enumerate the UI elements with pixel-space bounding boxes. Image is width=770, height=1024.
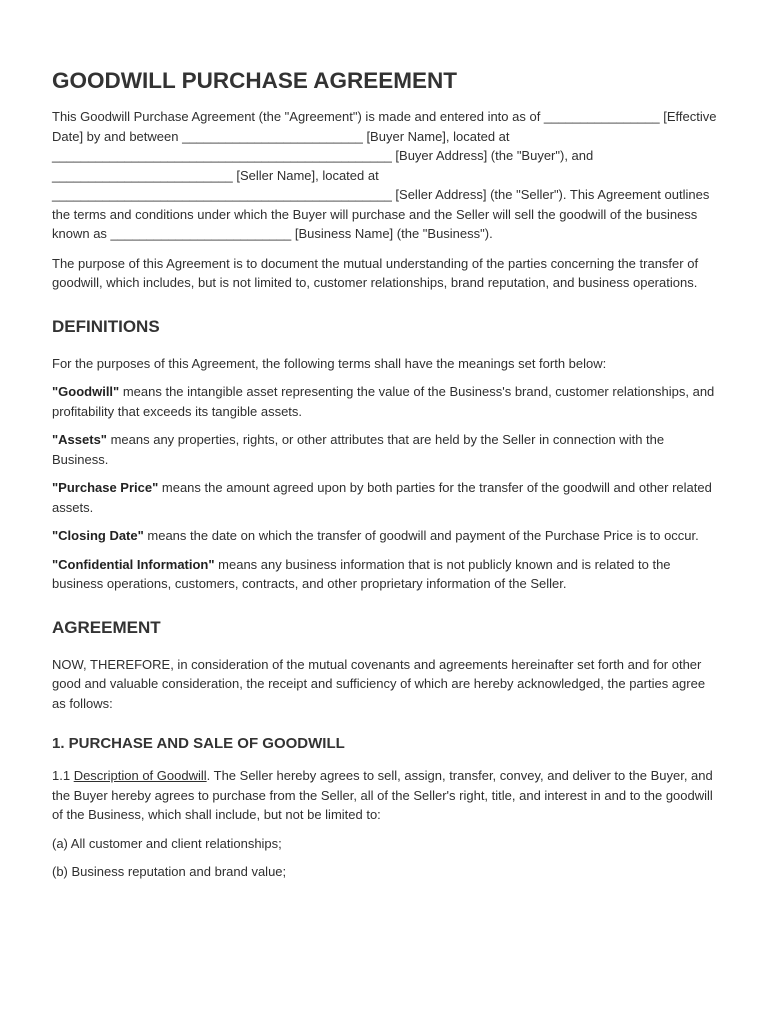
definition-closing-date (52, 526, 720, 546)
agreement-heading: AGREEMENT (52, 617, 161, 637)
clause-text: . The Seller hereby agrees to sell, assign, transfer, convey, and deliver to the Buyer, and the Buyer hereby agrees to purchase from the Seller, all of the Seller's right, title, and interest in and to the goodwill of the Business, which shall include, but not be limited to: (52, 768, 713, 822)
clause-number: 1.1 (52, 768, 74, 783)
definition-text: means any business information that is not publicly known and is related to the business operations, customers, contracts, and other proprietary information of the Seller. (52, 556, 671, 591)
list-item-b: (b) Business reputation and brand value; (52, 864, 287, 879)
definition-confidential-information (52, 555, 720, 594)
clause-title: Description of Goodwill (73, 768, 207, 783)
definition-purchase-price (52, 478, 720, 517)
document-title: GOODWILL PURCHASE AGREEMENT (52, 68, 458, 93)
definition-term: "Purchase Price" (52, 480, 159, 495)
definition-term: "Confidential Information" (52, 556, 215, 572)
section-1-heading: 1. PURCHASE AND SALE OF GOODWILL (52, 735, 345, 752)
definitions-intro: For the purposes of this Agreement, the following terms shall have the meanings set forth below: (52, 355, 607, 371)
definition-goodwill (52, 382, 720, 421)
definition-text: means the amount agreed upon by both parties for the transfer of the goodwill and other related assets. (52, 480, 712, 515)
definition-text: means any properties, rights, or other attributes that are held by the Seller in connection with the Business. (52, 432, 665, 467)
clause-1-1 (52, 766, 720, 825)
document-page (52, 68, 720, 891)
definition-term: "Assets" (52, 432, 107, 447)
list-item-a: (a) All customer and client relationships; (52, 835, 282, 851)
definition-text: means the date on which the transfer of goodwill and payment of the Purchase Price is to occur. (143, 528, 699, 543)
definition-assets (52, 430, 720, 469)
purpose-paragraph: The purpose of this Agreement is to document the mutual understanding of the parties concerning the transfer of goodwill, which includes, but is not limited to, customer relationships, brand reputation, and business operations. (52, 255, 699, 290)
definition-term: "Goodwill" (52, 384, 120, 399)
definition-text: means the intangible asset representing the value of the Business's brand, customer relationships, and profitability that exceeds its tangible assets. (52, 384, 715, 419)
definitions-heading: DEFINITIONS (52, 316, 160, 336)
intro-paragraph: This Goodwill Purchase Agreement (the "Agreement") is made and entered into as of ________________ [Effective Date] by and between _________________________ [Buyer Name], located at _______________________________________________ [Buyer Address] (the "Buyer"), and _________________________ [Seller Name], located at _______________________________________________ [Seller Address] (the "Seller"). This Agreement outlines the terms and conditions under which the Buyer will purchase and the Seller will sell the goodwill of the business known as _________________________ [Business Name] (the "Business"). (52, 109, 717, 241)
agreement-intro: NOW, THEREFORE, in consideration of the mutual covenants and agreements hereinafter set forth and for other good and valuable consideration, the receipt and sufficiency of which are hereby acknowledged, the parties agree as follows: (52, 656, 706, 711)
definition-term: "Closing Date" (52, 528, 144, 543)
